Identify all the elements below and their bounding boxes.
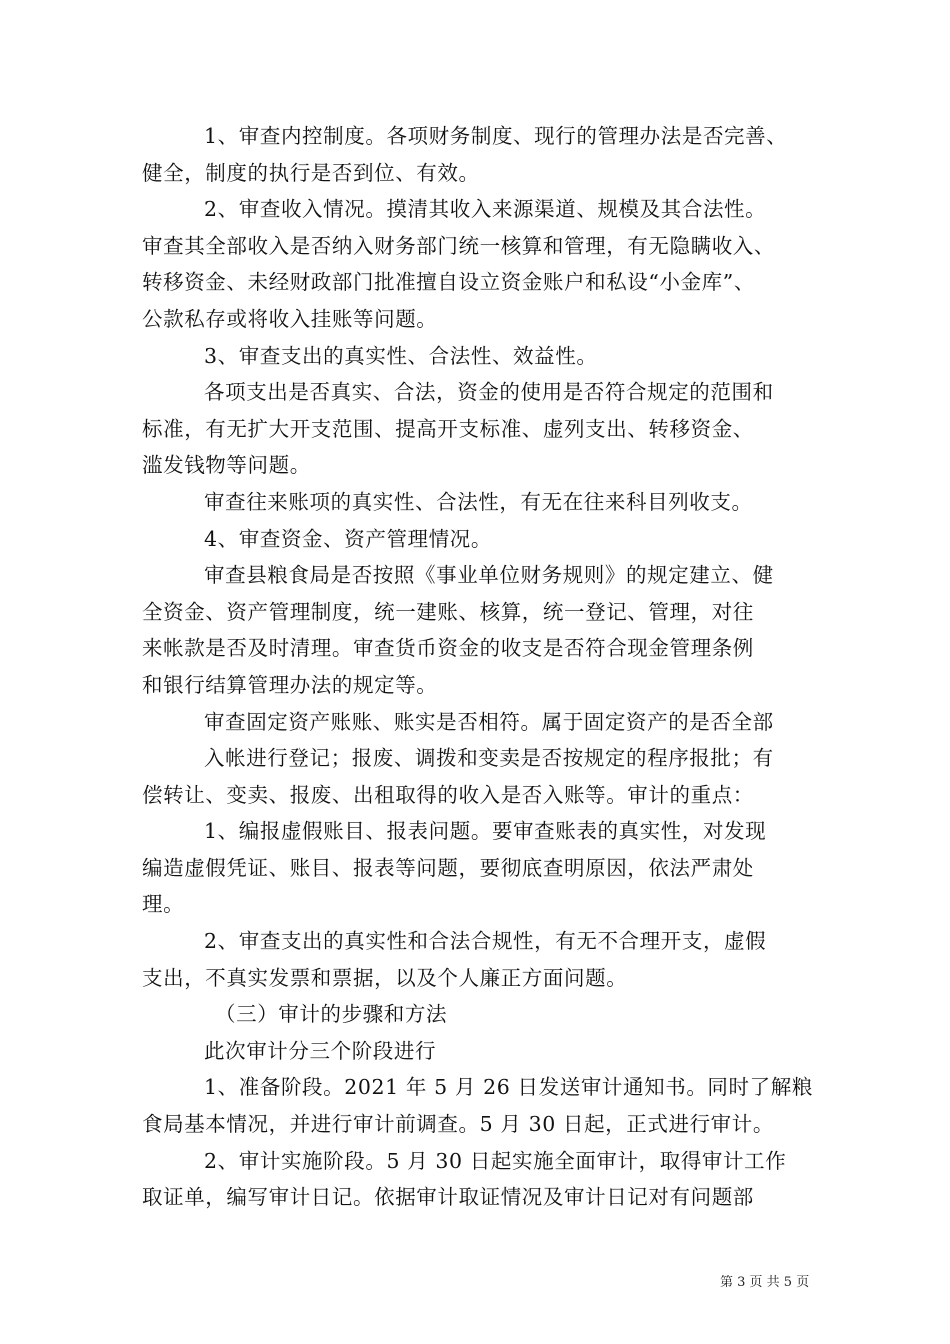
text-line: 取证单，编写审计日记。依据审计取证情况及审计日记对有问题部 <box>142 1185 754 1210</box>
text-line: 各项支出是否真实、合法，资金的使用是否符合规定的范围和 <box>204 380 774 405</box>
text-line: 转移资金、未经财政部门批准擅自设立资金账户和私设“小金库”、 <box>142 270 755 295</box>
text-line: 3、审查支出的真实性、合法性、效益性。 <box>204 343 598 368</box>
text-line: 支出，不真实发票和票据，以及个人廉正方面问题。 <box>142 965 628 990</box>
text-line: 滥发钱物等问题。 <box>142 453 311 478</box>
paragraph-income <box>142 191 810 337</box>
text-line: （三）审计的步骤和方法 <box>215 1002 448 1027</box>
text-line: 食局基本情况，并进行审计前调查。5 月 30 日起，正式进行审计。 <box>142 1112 774 1137</box>
text-line: 审查其全部收入是否纳入财务部门统一核算和管理，有无隐瞒收入、 <box>142 233 775 258</box>
text-line: 1、编报虚假账目、报表问题。要审查账表的真实性，对发现 <box>204 819 767 844</box>
paragraph-fixed-assets <box>142 704 810 814</box>
section-heading-steps <box>142 996 810 1033</box>
paragraph-preparation <box>142 1069 813 1142</box>
paragraph-implementation <box>142 1143 810 1216</box>
text-line: 偿转让、变卖、报废、出租取得的收入是否入账等。审计的重点： <box>142 782 754 807</box>
paragraph-compliance <box>142 923 810 996</box>
paragraph-assets-heading <box>142 521 810 558</box>
text-line: 编造虚假凭证、账目、报表等问题，要彻底查明原因，依法严肃处 <box>142 855 754 880</box>
text-line: 此次审计分三个阶段进行 <box>204 1038 437 1063</box>
text-line: 2、审计实施阶段。5 月 30 日起实施全面审计，取得审计工作 <box>204 1148 787 1173</box>
paragraph-expenditure <box>142 374 810 484</box>
text-line: 2、审查收入情况。摸清其收入来源渠道、规模及其合法性。 <box>204 197 767 222</box>
paragraph-assets <box>142 557 810 703</box>
text-line: 审查往来账项的真实性、合法性，有无在往来科目列收支。 <box>204 489 753 514</box>
page-number: 第 3 页 共 5 页 <box>720 1275 810 1290</box>
text-line: 来帐款是否及时清理。审查货币资金的收支是否符合现金管理条例 <box>142 636 754 661</box>
text-line: 理。 <box>142 892 185 917</box>
text-line: 审查固定资产账账、账实是否相符。属于固定资产的是否全部 <box>204 709 774 734</box>
paragraph-phases <box>142 1033 810 1070</box>
text-line: 4、审查资金、资产管理情况。 <box>204 526 492 551</box>
paragraph-expenditure-heading <box>142 338 810 375</box>
text-line: 1、准备阶段。2021 年 5 月 26 日发送审计通知书。同时了解粮 <box>204 1075 813 1100</box>
text-line: 2、审查支出的真实性和合法合规性，有无不合理开支，虚假 <box>204 929 767 954</box>
text-line: 全资金、资产管理制度，统一建账、核算，统一登记、管理，对往 <box>142 599 754 624</box>
paragraph-accounts <box>142 484 810 521</box>
text-line: 审查县粮食局是否按照《事业单位财务规则》的规定建立、健 <box>204 563 774 588</box>
text-line: 健全，制度的执行是否到位、有效。 <box>142 160 480 185</box>
text-line: 1、审查内控制度。各项财务制度、现行的管理办法是否完善、 <box>204 124 788 148</box>
text-line: 入帐进行登记；报废、调拨和变卖是否按规定的程序报批；有 <box>204 746 774 771</box>
document-body <box>142 118 813 1216</box>
text-line: 标准，有无扩大开支范围、提高开支标准、虚列支出、转移资金、 <box>142 416 754 441</box>
paragraph-internal-control <box>142 118 810 191</box>
paragraph-false-accounts <box>142 813 810 923</box>
text-line: 和银行结算管理办法的规定等。 <box>142 672 438 697</box>
text-line: 公款私存或将收入挂账等问题。 <box>142 306 438 331</box>
